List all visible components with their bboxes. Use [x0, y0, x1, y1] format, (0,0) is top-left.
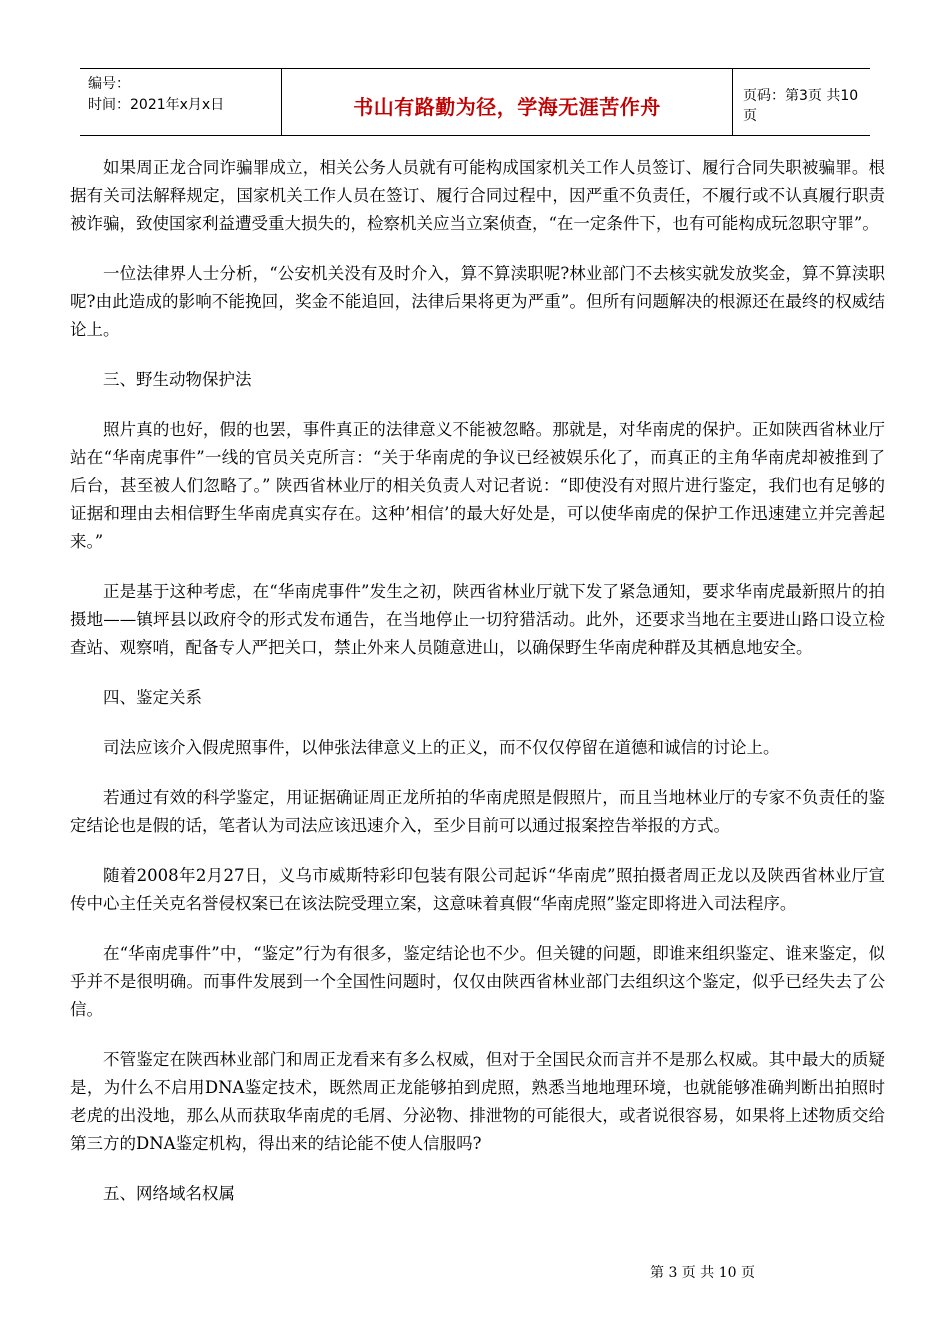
body-paragraph: 照片真的也好，假的也罢，事件真正的法律意义不能被忽略。那就是，对华南虎的保护。正如陕西省林业厅站在“华南虎事件”一线的官员关克所言：“关于华南虎的争议已经被娱乐化了，而真正的主角华南虎却被推到了后台，甚至被人们忽略了。” 陕西省林业厅的相关负责人对记者说：“即使没有对照片进行鉴定，我们也有足够的证据和理由去相信野生华南虎真实存在。这种’相信’的最大好处是，可以使华南虎的保护工作迅速建立并完善起来。” — [70, 420, 885, 551]
document-number-label: 编号： — [88, 76, 130, 92]
document-date-label: 时间：2021年x月x日 — [88, 97, 225, 113]
header-page-label: 页码：第3页 共10页 — [743, 88, 859, 124]
header-motto: 书山有路勤为径，学海无涯苦作舟 — [353, 94, 661, 119]
body-paragraph: 若通过有效的科学鉴定，用证据确证周正龙所拍的华南虎照是假照片，而且当地林业厅的专家不负责任的鉴定结论也是假的话，笔者认为司法应该迅速介入，至少目前可以通过报案控告举报的方式。 — [70, 788, 885, 835]
body-paragraph: 在“华南虎事件”中，“鉴定”行为有很多，鉴定结论也不少。但关键的问题，即谁来组织鉴定、谁来鉴定，似乎并不是很明确。而事件发展到一个全国性问题时，仅仅由陕西省林业部门去组织这个鉴定，似乎已经失去了公信。 — [70, 944, 885, 1019]
header-meta — [80, 69, 282, 135]
body-paragraph: 随着2008年2月27日，义乌市威斯特彩印包装有限公司起诉“华南虎”照拍摄者周正龙以及陕西省林业厅宣传中心主任关克名誉侵权案已在该法院受理立案，这意味着真假“华南虎照”鉴定即将进入司法程序。 — [70, 866, 885, 913]
section-heading: 四、鉴定关系 — [103, 688, 202, 707]
body-paragraph: 如果周正龙合同诈骗罪成立，相关公务人员就有可能构成国家机关工作人员签订、履行合同失职被骗罪。根据有关司法解释规定，国家机关工作人员在签订、履行合同过程中，因严重不负责任，不履行或不认真履行职责被诈骗，致使国家利益遭受重大损失的，检察机关应当立案侦查，“在一定条件下，也有可能构成玩忽职守罪”。 — [70, 158, 885, 233]
body-paragraph: 不管鉴定在陕西林业部门和周正龙看来有多么权威，但对于全国民众而言并不是那么权威。其中最大的质疑是，为什么不启用DNA鉴定技术，既然周正龙能够拍到虎照，熟悉当地地理环境，也就能够准确判断出拍照时老虎的出没地，那么从而获取华南虎的毛屑、分泌物、排泄物的可能很大，或者说很容易，如果将上述物质交给第三方的DNA鉴定机构，得出来的结论能不使人信服吗? — [70, 1050, 885, 1153]
section-heading: 五、网络域名权属 — [103, 1184, 235, 1203]
document-body — [70, 154, 885, 1230]
document-header — [80, 68, 870, 136]
body-paragraph: 司法应该介入假虎照事件，以伸张法律意义上的正义，而不仅仅停留在道德和诚信的讨论上。 — [103, 738, 780, 757]
body-paragraph: 一位法律界人士分析，“公安机关没有及时介入，算不算渎职呢?林业部门不去核实就发放奖金，算不算渎职呢?由此造成的影响不能挽回，奖金不能追回，法律后果将更为严重”。但所有问题解决的根源还在最终的权威结论上。 — [70, 264, 885, 339]
header-page-cell — [733, 69, 870, 135]
body-paragraph: 正是基于这种考虑，在“华南虎事件”发生之初，陕西省林业厅就下发了紧急通知，要求华南虎最新照片的拍摄地——镇坪县以政府令的形式发布通告，在当地停止一切狩猎活动。此外，还要求当地在主要进山路口设立检查站、观察哨，配备专人严把关口，禁止外来人员随意进山，以确保野生华南虎种群及其栖息地安全。 — [70, 582, 885, 657]
section-heading: 三、野生动物保护法 — [103, 370, 252, 389]
header-motto-cell — [282, 69, 733, 135]
page-footer: 第 3 页 共 10 页 — [650, 1265, 755, 1281]
